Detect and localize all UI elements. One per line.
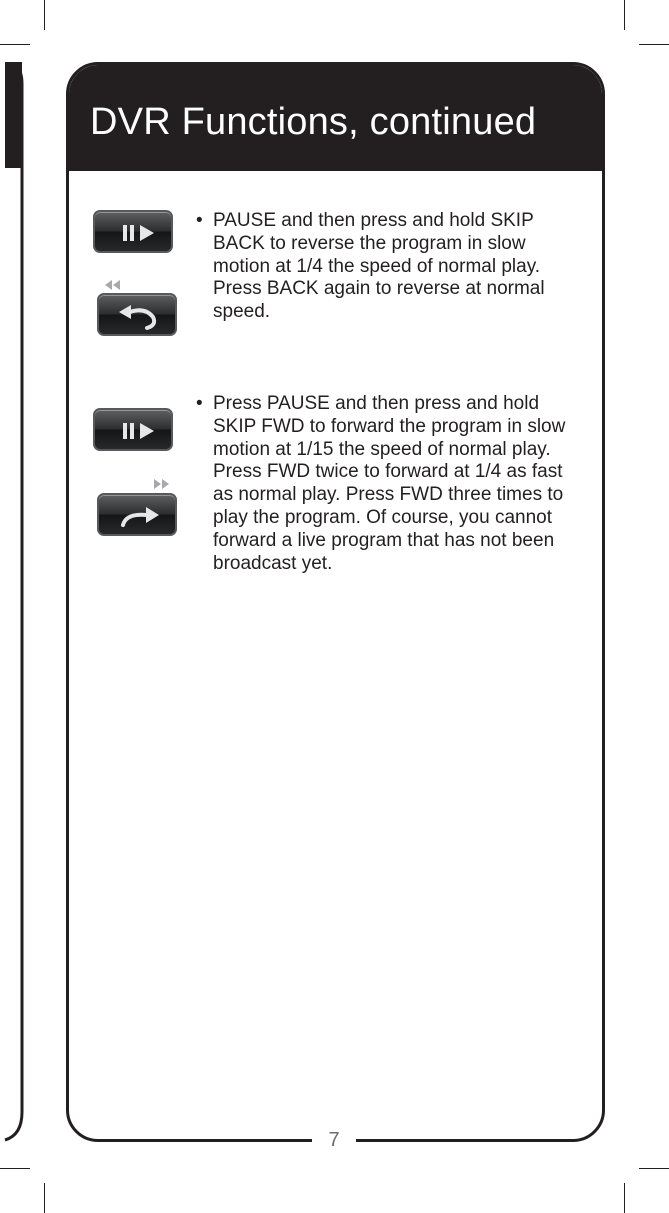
pause-play-button-icon xyxy=(93,210,173,253)
bullet: • xyxy=(196,393,203,414)
instruction-text: PAUSE and then press and hold SKIP BACK to reverse the program in slow motion at 1/4 the speed of normal play. Press BACK again to reverse at normal speed. xyxy=(213,210,545,323)
crop-mark-top-right-horizontal xyxy=(639,44,669,45)
instruction-item xyxy=(196,210,586,324)
crop-mark-bottom-left-vertical xyxy=(44,1183,45,1213)
section-header xyxy=(69,65,602,171)
crop-mark-bottom-right-horizontal xyxy=(639,1168,669,1169)
crop-mark-top-left-horizontal xyxy=(0,44,30,45)
crop-mark-top-right-vertical xyxy=(624,0,625,30)
back-button-icon xyxy=(97,293,177,336)
pause-play-button-icon xyxy=(93,408,173,451)
rewind-indicator-icon xyxy=(104,279,122,291)
instruction-item xyxy=(196,393,586,575)
bullet: • xyxy=(196,210,203,231)
crop-mark-bottom-left-horizontal xyxy=(0,1168,30,1169)
fast-forward-indicator-icon xyxy=(152,478,170,490)
page-number: 7 xyxy=(328,1129,340,1151)
crop-mark-bottom-right-vertical xyxy=(624,1183,625,1213)
side-tab xyxy=(0,62,24,1142)
page-number-container xyxy=(312,1124,356,1156)
section-title: DVR Functions, continued xyxy=(90,101,537,143)
forward-button-icon xyxy=(97,493,177,536)
crop-mark-top-left-vertical xyxy=(44,0,45,30)
instruction-text: Press PAUSE and then press and hold SKIP FWD to forward the program in slow motion at 1/15 the speed of normal play. Press FWD twice to forward at 1/4 as fast as normal play. Press FWD three times to play the program. Of course, you cannot forward a live program that has not been broadcast yet. xyxy=(213,393,566,574)
